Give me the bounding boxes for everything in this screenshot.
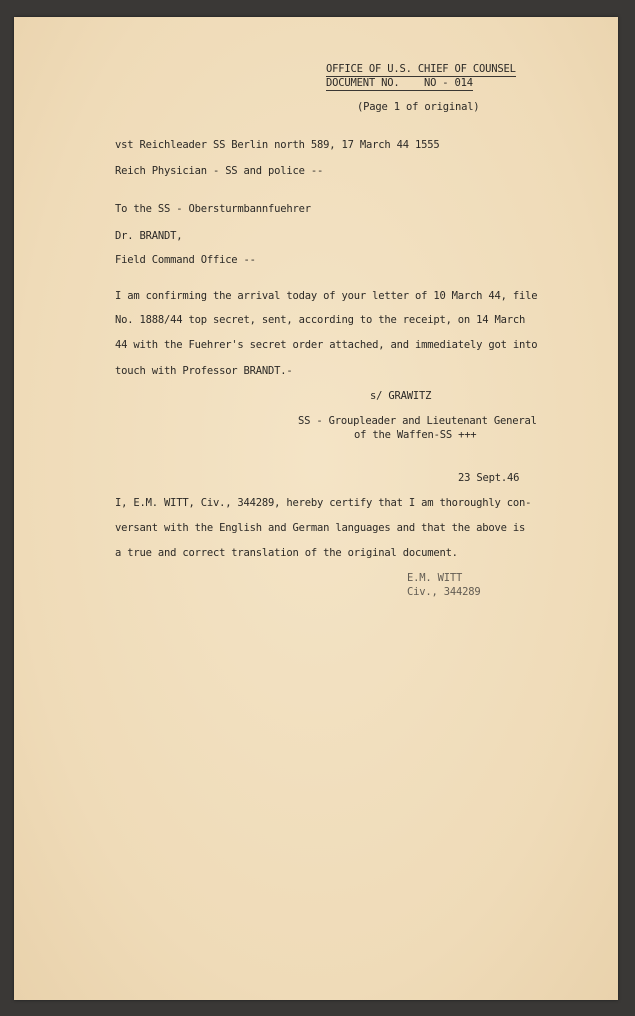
page-note: (Page 1 of original) [357,101,480,113]
body-line-2: No. 1888/44 top secret, sent, according to the receipt, on 14 March [115,314,526,326]
addressee-line-3: Field Command Office -- [115,254,256,266]
addressee-line-2: Dr. BRANDT, [115,230,183,242]
addressee-line-1: To the SS - Obersturmbannfuehrer [115,203,311,215]
sender-line-2: Reich Physician - SS and police -- [115,165,324,177]
document-page [14,17,618,1000]
body-line-4: touch with Professor BRANDT.- [115,365,293,377]
document-number: DOCUMENT NO. NO - 014 [326,77,473,89]
certification-line-1: I, E.M. WITT, Civ., 344289, hereby certify that I am thoroughly con- [115,497,532,509]
certification-line-2: versant with the English and German languages and that the above is [115,522,526,534]
certifier-id: Civ., 344289 [407,586,481,598]
signature-title-2: of the Waffen-SS +++ [354,429,477,441]
body-line-3: 44 with the Fuehrer's secret order attached, and immediately got into [115,339,538,351]
office-header: OFFICE OF U.S. CHIEF OF COUNSEL [326,63,516,75]
body-line-1: I am confirming the arrival today of your letter of 10 March 44, file [115,290,538,302]
signature-title-1: SS - Groupleader and Lieutenant General [298,415,537,427]
signature-name: s/ GRAWITZ [370,390,432,402]
certification-date: 23 Sept.46 [458,472,520,484]
certification-line-3: a true and correct translation of the original document. [115,547,458,559]
certifier-name: E.M. WITT [407,572,463,584]
sender-line-1: vst Reichleader SS Berlin north 589, 17 March 44 1555 [115,139,440,151]
